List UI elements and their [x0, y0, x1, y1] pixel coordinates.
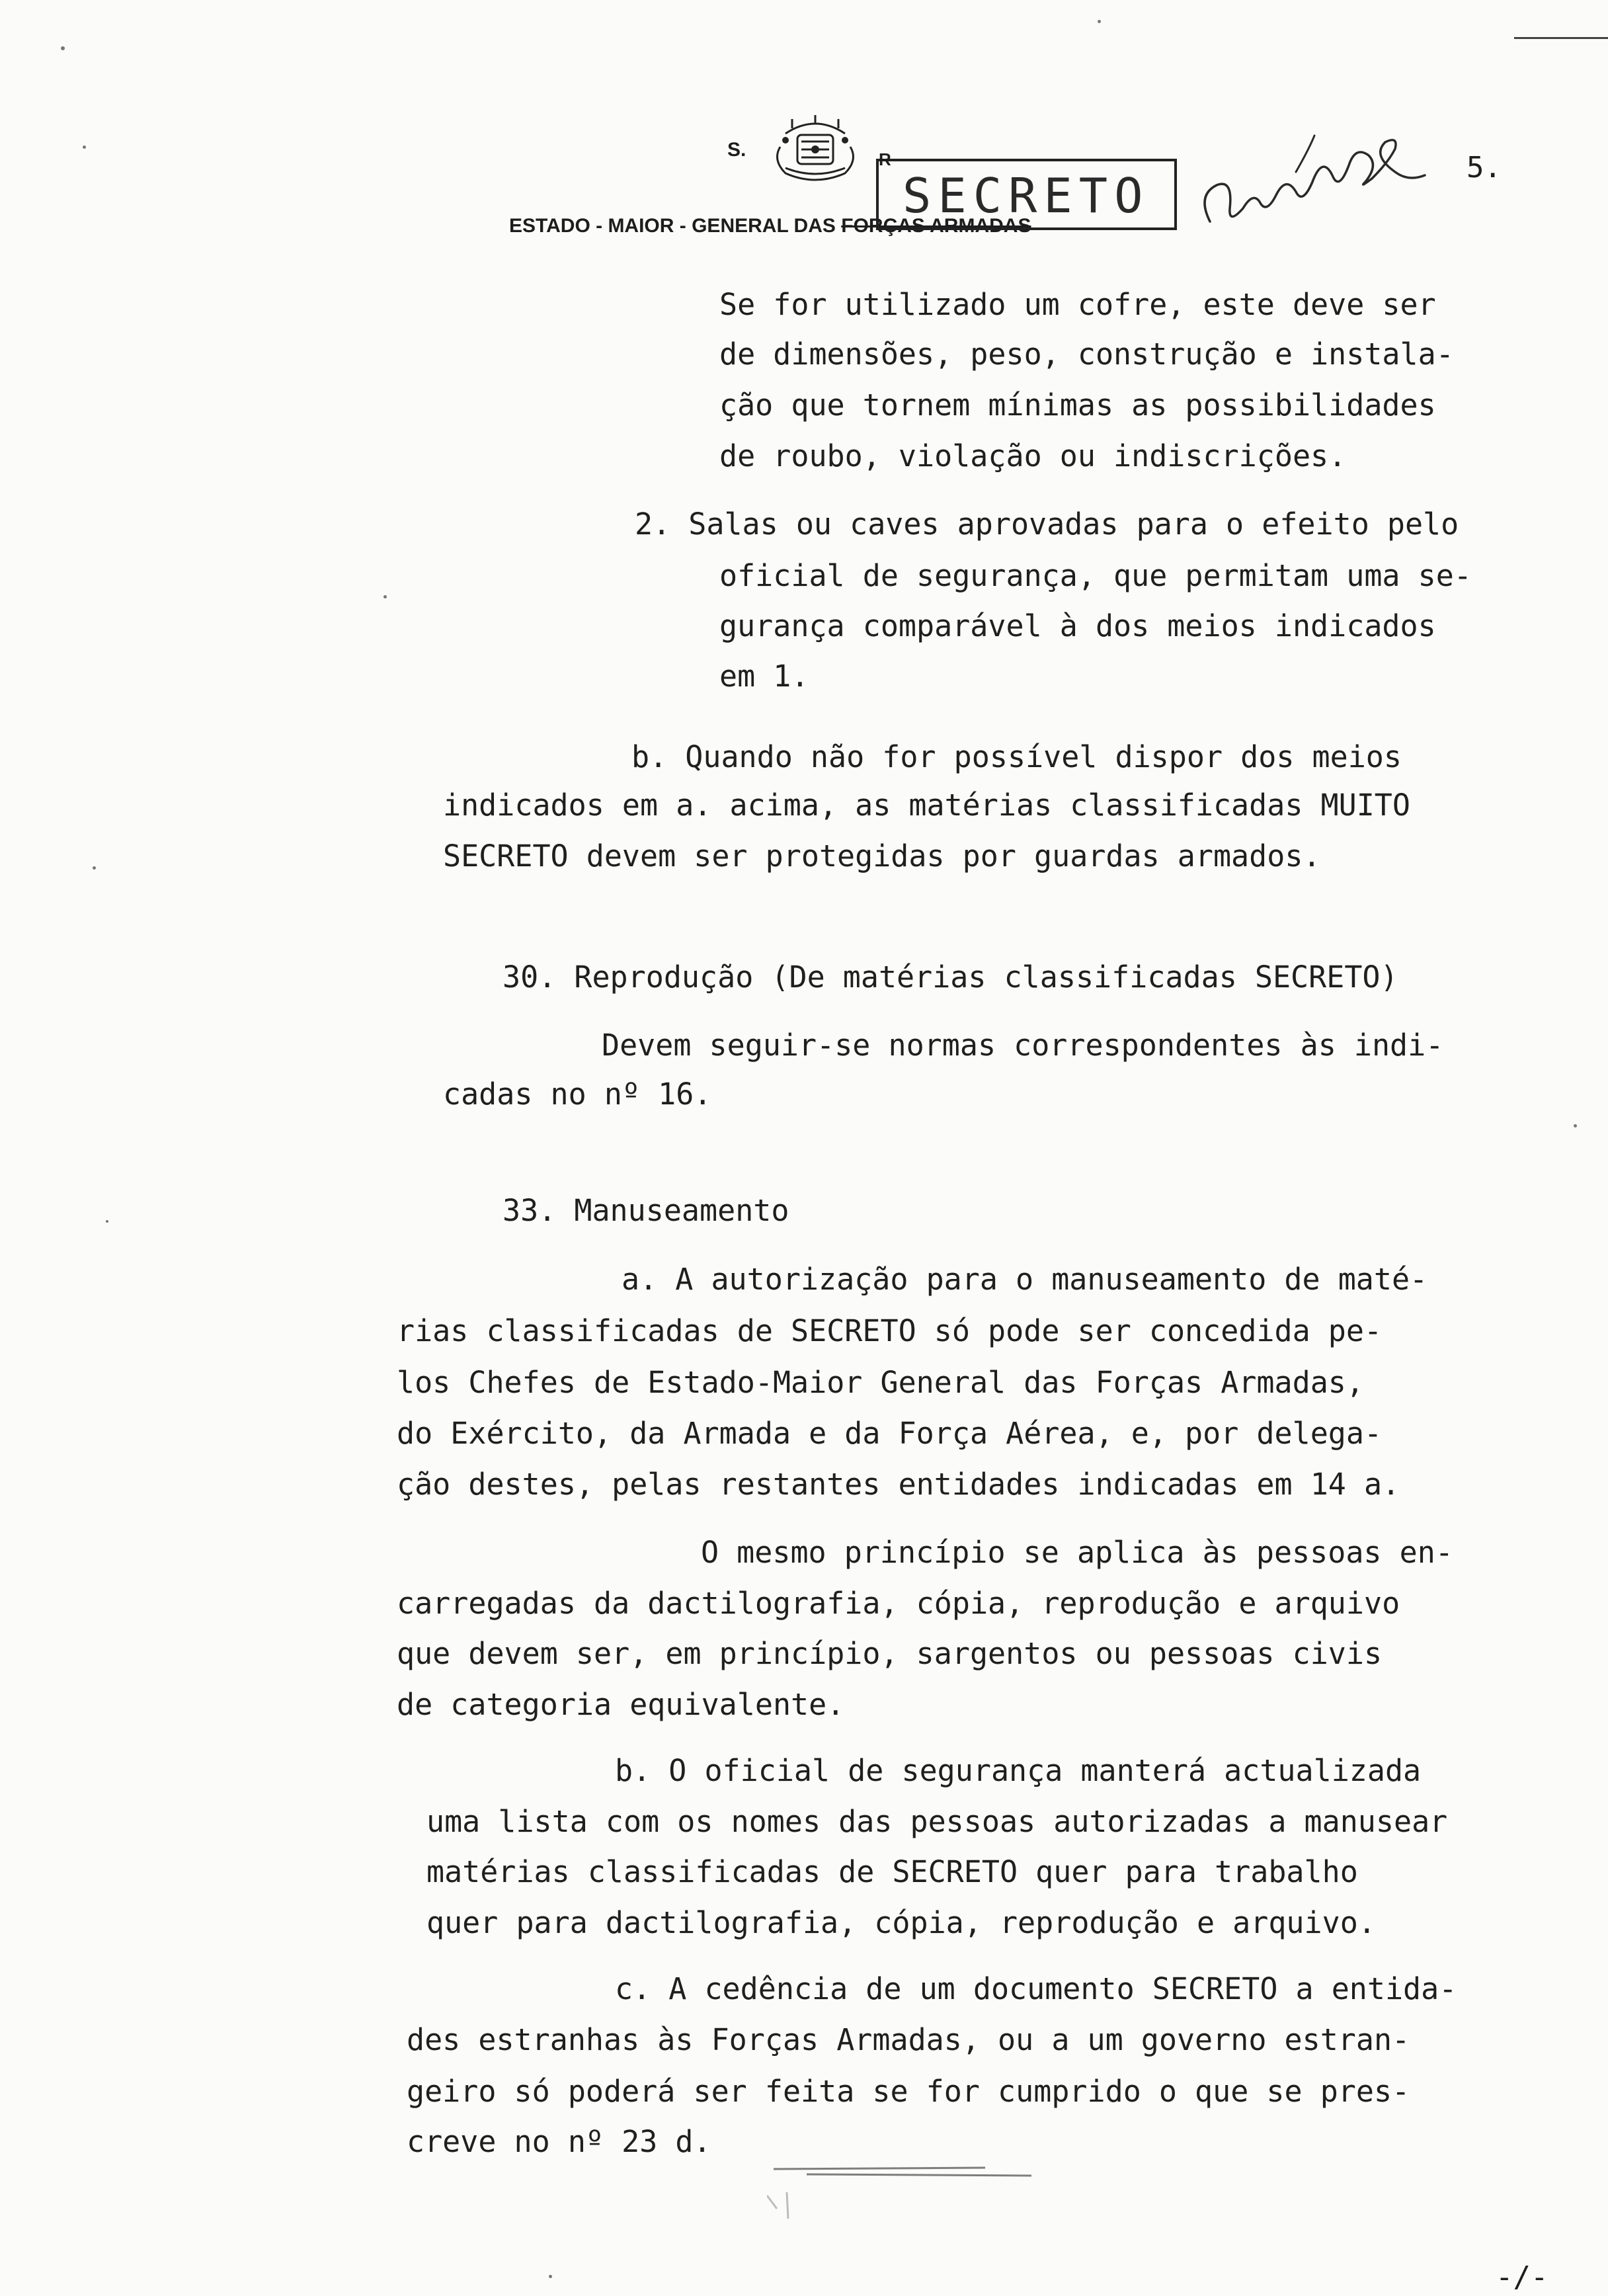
- body-line: geiro só poderá ser feita se for cumprido o que se pres-: [407, 2074, 1410, 2109]
- body-line: oficial de segurança, que permitam uma se-: [719, 558, 1472, 593]
- body-line: 2. Salas ou caves aprovadas para o efeito pelo: [635, 507, 1459, 542]
- header-s-mark: S.: [727, 139, 746, 161]
- scan-speck: [1574, 1124, 1577, 1128]
- body-line: em 1.: [719, 659, 809, 694]
- handwritten-signature: [1197, 109, 1448, 248]
- scan-speck: [61, 46, 65, 50]
- stamp-letter: R: [879, 149, 891, 169]
- body-line: de roubo, violação ou indiscrições.: [719, 438, 1347, 473]
- body-line: Se for utilizado um cofre, este deve ser: [719, 287, 1436, 322]
- body-line: matérias classificadas de SECRETO quer para trabalho: [426, 1854, 1358, 1889]
- body-line: indicados em a. acima, as matérias classificadas MUITO: [443, 788, 1410, 823]
- scan-speck: [1098, 20, 1101, 23]
- section-heading: 30. Reprodução (De matérias classificadas SECRETO): [502, 960, 1398, 995]
- body-line: c. A cedência de um documento SECRETO a entida-: [615, 1971, 1457, 2006]
- faint-stamp-mark: [767, 2162, 1078, 2222]
- body-line: Devem seguir-se normas correspondentes às indi-: [602, 1028, 1444, 1063]
- stamp-classification: SECRETO: [903, 168, 1150, 224]
- body-line: uma lista com os nomes das pessoas autorizadas a manusear: [426, 1804, 1448, 1839]
- scan-speck: [83, 145, 86, 149]
- body-line: de categoria equivalente.: [397, 1687, 845, 1722]
- body-line: que devem ser, em princípio, sargentos ou pessoas civis: [397, 1636, 1383, 1671]
- body-line: gurança comparável à dos meios indicados: [719, 608, 1436, 643]
- top-rule: [1514, 37, 1608, 39]
- scan-speck: [93, 866, 96, 870]
- body-line: b. O oficial de segurança manterá actualizada: [615, 1753, 1422, 1788]
- header-organization-text: ESTADO - MAIOR - GENERAL DAS: [509, 215, 842, 237]
- body-line: cadas no nº 16.: [443, 1077, 712, 1112]
- scan-speck: [106, 1220, 108, 1223]
- body-line: O mesmo princípio se aplica às pessoas en-: [701, 1535, 1453, 1570]
- body-line: quer para dactilografia, cópia, reprodução e arquivo.: [426, 1905, 1376, 1940]
- body-line: rias classificadas de SECRETO só pode ser concedida pe-: [397, 1313, 1383, 1348]
- coat-of-arms-emblem: [772, 114, 858, 186]
- body-line: SECRETO devem ser protegidas por guardas armados.: [443, 839, 1321, 874]
- body-line: de dimensões, peso, construção e instala-: [719, 337, 1454, 372]
- page-number: 5.: [1467, 151, 1502, 184]
- body-line: a. A autorização para o manuseamento de maté-: [622, 1262, 1428, 1297]
- section-heading: 33. Manuseamento: [502, 1193, 789, 1228]
- body-line: b. Quando não for possível dispor dos meios: [631, 739, 1402, 774]
- body-line: ção destes, pelas restantes entidades indicadas em 14 a.: [397, 1467, 1400, 1502]
- body-line: los Chefes de Estado-Maior General das Forças Armadas,: [397, 1365, 1364, 1400]
- body-line: ção que tornem mínimas as possibilidades: [719, 388, 1436, 423]
- scan-speck: [383, 595, 387, 598]
- body-line: do Exército, da Armada e da Força Aérea, e, por delega-: [397, 1416, 1383, 1451]
- header-organization-struck: FORÇAS ARMADAS: [841, 215, 1031, 237]
- body-line: des estranhas às Forças Armadas, ou a um governo estran-: [407, 2022, 1410, 2057]
- continuation-mark: -/-: [1496, 2260, 1548, 2294]
- body-line: carregadas da dactilografia, cópia, reprodução e arquivo: [397, 1586, 1400, 1621]
- scan-speck: [549, 2275, 552, 2278]
- body-line: creve no nº 23 d.: [407, 2124, 711, 2159]
- classification-stamp: [876, 149, 1177, 230]
